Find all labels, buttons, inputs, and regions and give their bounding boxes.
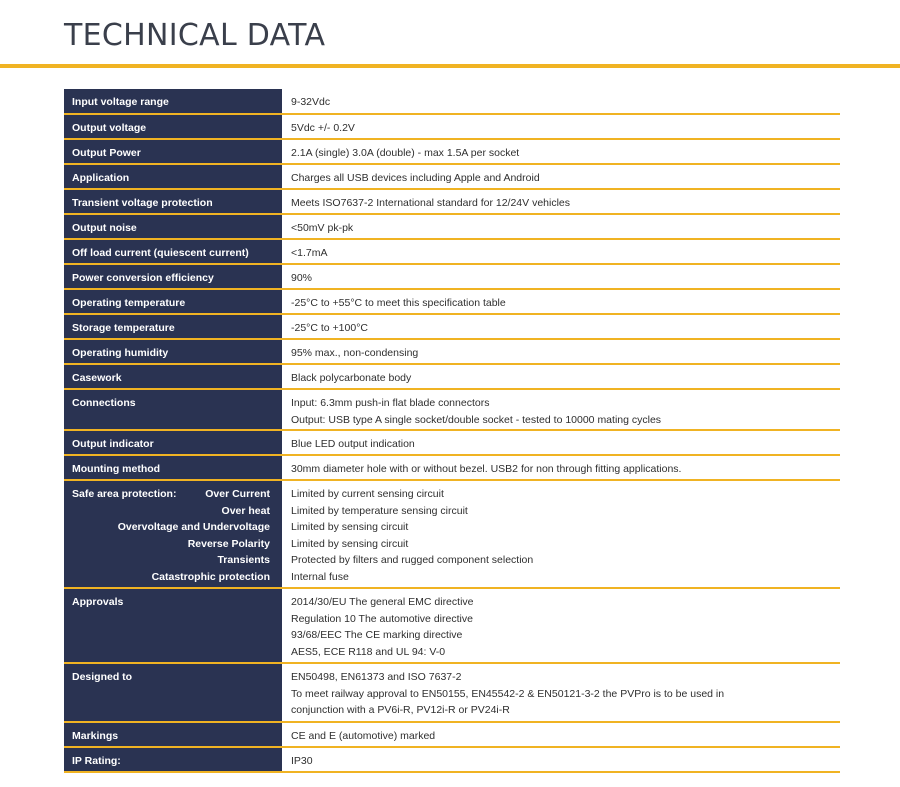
spec-value: IP30: [282, 747, 840, 772]
spec-label: Application: [64, 164, 282, 189]
spec-label: Input voltage range: [64, 89, 282, 114]
spec-value-line: EN50498, EN61373 and ISO 7637-2: [291, 671, 462, 683]
table-row: [64, 339, 840, 364]
spec-value-line: conjunction with a PV6i-R, PV12i-R or PV24i-R: [291, 704, 510, 716]
spec-value: CE and E (automotive) marked: [282, 722, 840, 747]
spec-value-line: Limited by sensing circuit: [291, 537, 409, 550]
spec-label: Output Power: [64, 139, 282, 164]
spec-label: Operating temperature: [64, 289, 282, 314]
table-row: [64, 455, 840, 480]
spec-value: Meets ISO7637-2 International standard for 12/24V vehicles: [282, 189, 840, 214]
table-row: [64, 389, 840, 430]
table-row: [64, 314, 840, 339]
spec-label: Designed to: [64, 663, 282, 722]
table-row: [64, 114, 840, 139]
spec-value-line: Limited by current sensing circuit: [291, 488, 444, 500]
table-row: [64, 663, 840, 722]
spec-label: Markings: [64, 722, 282, 747]
table-row: [64, 722, 840, 747]
spec-value: [282, 480, 840, 588]
table-row: [64, 264, 840, 289]
spec-label: Output noise: [64, 214, 282, 239]
table-row: [64, 89, 840, 114]
spec-value-line: 93/68/EEC The CE marking directive: [291, 629, 463, 641]
spec-value-line: AES5, ECE R118 and UL 94: V-0: [291, 645, 446, 658]
spec-label: Output voltage: [64, 114, 282, 139]
table-row: [64, 214, 840, 239]
spec-label: [64, 480, 282, 588]
spec-value: 90%: [282, 264, 840, 289]
spec-label-main: Safe area protection:: [72, 488, 177, 500]
spec-value: 5Vdc +/- 0.2V: [282, 114, 840, 139]
spec-value: -25°C to +100°C: [282, 314, 840, 339]
spec-label: Casework: [64, 364, 282, 389]
spec-value-line: Input: 6.3mm push-in flat blade connectors: [291, 397, 490, 409]
table-row: [64, 588, 840, 663]
spec-value-line: To meet railway approval to EN50155, EN45542-2 & EN50121-3-2 the PVPro is to be used in: [291, 687, 725, 700]
spec-label: Power conversion efficiency: [64, 264, 282, 289]
table-row: [64, 239, 840, 264]
spec-label: Approvals: [64, 588, 282, 663]
spec-label: Mounting method: [64, 455, 282, 480]
spec-value: <1.7mA: [282, 239, 840, 264]
table-row: [64, 164, 840, 189]
spec-value: <50mV pk-pk: [282, 214, 840, 239]
spec-value: 2.1A (single) 3.0A (double) - max 1.5A per socket: [282, 139, 840, 164]
spec-value: Charges all USB devices including Apple and Android: [282, 164, 840, 189]
spec-value-line: Protected by filters and rugged component selection: [291, 554, 534, 566]
spec-value-line: Internal fuse: [291, 570, 349, 583]
spec-value-line: Limited by sensing circuit: [291, 521, 409, 533]
spec-value: [282, 588, 840, 663]
spec-value-line: Limited by temperature sensing circuit: [291, 504, 468, 517]
table-row: [64, 289, 840, 314]
page-title: TECHNICAL DATA: [64, 18, 326, 53]
technical-data-table: [64, 89, 840, 773]
table-row: [64, 189, 840, 214]
spec-sublabel: Over heat: [221, 504, 270, 517]
spec-label: Connections: [64, 389, 282, 430]
spec-value: 30mm diameter hole with or without bezel. USB2 for non through fitting applications.: [282, 455, 840, 480]
spec-sublabel: Transients: [217, 554, 270, 566]
table-row: [64, 139, 840, 164]
spec-sublabel: Overvoltage and Undervoltage: [117, 521, 270, 533]
spec-label: IP Rating:: [64, 747, 282, 772]
spec-value: 95% max., non-condensing: [282, 339, 840, 364]
spec-label: Off load current (quiescent current): [64, 239, 282, 264]
spec-value: 9-32Vdc: [282, 89, 840, 114]
table-row: [64, 430, 840, 455]
table-row: [64, 747, 840, 772]
spec-sublabel: Over Current: [205, 488, 270, 500]
title-underline: [0, 64, 900, 68]
spec-value: Blue LED output indication: [282, 430, 840, 455]
table-row: [64, 364, 840, 389]
spec-value: -25°C to +55°C to meet this specification table: [282, 289, 840, 314]
spec-label: Transient voltage protection: [64, 189, 282, 214]
spec-sublabel: Catastrophic protection: [151, 570, 270, 583]
spec-sublabel: Reverse Polarity: [187, 537, 270, 550]
spec-value-line: Regulation 10 The automotive directive: [291, 612, 473, 625]
spec-label: Storage temperature: [64, 314, 282, 339]
spec-value: [282, 663, 840, 722]
spec-value: Black polycarbonate body: [282, 364, 840, 389]
spec-label: Output indicator: [64, 430, 282, 455]
spec-label: Operating humidity: [64, 339, 282, 364]
spec-value-line: 2014/30/EU The general EMC directive: [291, 596, 474, 608]
spec-value-line: Output: USB type A single socket/double socket - tested to 10000 mating cycles: [291, 413, 662, 426]
spec-value: [282, 389, 840, 430]
table-row: [64, 480, 840, 588]
